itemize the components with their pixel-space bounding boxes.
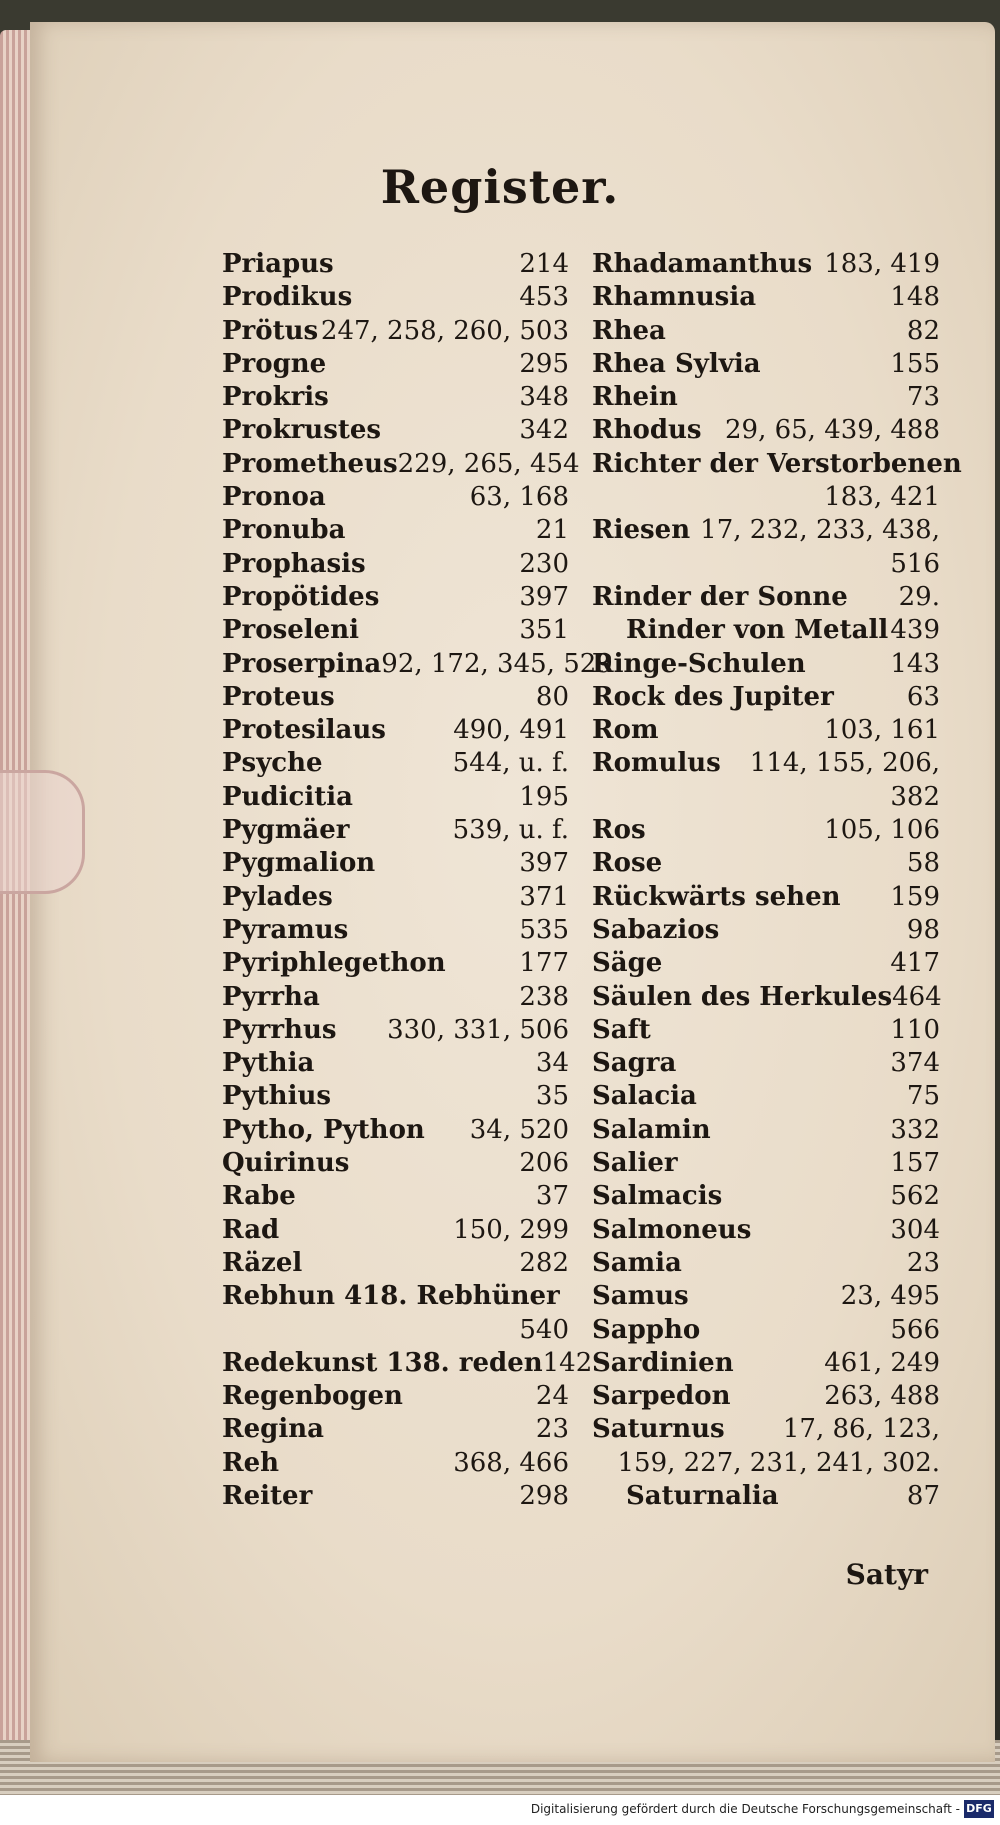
index-term: Rebhun 418. Rebhüner — [222, 1281, 560, 1312]
index-term: Sagra — [592, 1048, 677, 1079]
index-pages: 332 — [890, 1114, 940, 1145]
index-term: Proseleni — [222, 615, 359, 646]
index-term: Quirinus — [222, 1148, 350, 1179]
index-pages: 17, 86, 123, — [782, 1414, 940, 1445]
index-entry — [592, 448, 962, 481]
index-pages: 23 — [535, 1414, 569, 1445]
index-entry — [592, 1314, 940, 1347]
index-term: Rhodus — [592, 415, 702, 446]
page-title: Register. — [380, 160, 620, 214]
index-pages: 540 — [519, 1314, 569, 1345]
index-term: Säge — [592, 948, 663, 979]
index-term: Salier — [592, 1148, 678, 1179]
index-entry — [222, 514, 569, 547]
index-entry — [222, 1247, 569, 1280]
index-pages: 82 — [906, 315, 940, 346]
index-pages: 21 — [535, 515, 569, 546]
index-entry — [592, 1014, 940, 1047]
index-entry — [222, 348, 569, 381]
index-pages: 110 — [890, 1014, 940, 1045]
index-term: Salmacis — [592, 1181, 723, 1212]
index-term: Sarpedon — [592, 1381, 731, 1412]
index-entry — [592, 914, 940, 947]
index-pages: 544, u. f. — [452, 748, 569, 779]
index-pages: 63 — [906, 681, 940, 712]
index-entry — [222, 281, 569, 314]
index-term: Saft — [592, 1014, 651, 1045]
index-pages: 229, 265, 454 — [397, 448, 580, 479]
index-term: Prodikus — [222, 282, 353, 313]
index-term: Pygmalion — [222, 848, 376, 879]
index-term: Rhein — [592, 382, 678, 413]
index-entry — [222, 1147, 569, 1180]
index-term: Pyriphlegethon — [222, 948, 446, 979]
index-pages: 29, 65, 439, 488 — [724, 415, 940, 446]
index-term: Rinder der Sonne — [592, 581, 848, 612]
index-entry — [222, 681, 569, 714]
index-term: Proserpina — [222, 648, 382, 679]
index-term: Priapus — [222, 249, 334, 279]
index-term: Rinder von Metall — [626, 615, 889, 646]
index-entry — [592, 381, 940, 414]
index-pages: 155 — [890, 348, 940, 379]
index-term: Rhea — [592, 315, 666, 346]
index-term: Pyrrha — [222, 981, 320, 1012]
index-pages: 103, 161 — [824, 715, 940, 746]
index-entry — [592, 481, 940, 514]
index-entry — [222, 1347, 593, 1380]
index-entry — [592, 847, 940, 880]
index-entry — [222, 481, 569, 514]
index-term: Proteus — [222, 681, 335, 712]
index-term: Prokris — [222, 382, 329, 413]
index-entry — [222, 248, 569, 281]
index-term: Regenbogen — [222, 1381, 403, 1412]
index-term: Pronuba — [222, 515, 346, 546]
index-pages: 34, 520 — [469, 1114, 569, 1145]
index-entry — [222, 1280, 569, 1313]
index-pages: 114, 155, 206, — [749, 748, 940, 779]
index-term: Psyche — [222, 748, 323, 779]
index-entry — [592, 814, 940, 847]
index-term: Romulus — [592, 748, 721, 779]
index-entry — [592, 348, 940, 381]
index-pages: 282 — [519, 1247, 569, 1278]
index-entry — [592, 1280, 940, 1313]
index-term: Ros — [592, 815, 646, 846]
index-term: Sardinien — [592, 1347, 734, 1378]
index-term: Pylades — [222, 881, 333, 912]
index-entry — [592, 681, 940, 714]
index-pages: 453 — [519, 282, 569, 313]
index-entry — [592, 1214, 940, 1247]
index-pages: 214 — [519, 249, 569, 279]
index-term: Saturnalia — [626, 1480, 779, 1511]
index-term: Rhea Sylvia — [592, 348, 761, 379]
index-entry — [222, 1047, 569, 1080]
index-pages: 247, 258, 260, 503 — [320, 315, 569, 346]
index-pages: 157 — [890, 1148, 940, 1179]
index-pages: 80 — [535, 681, 569, 712]
index-term: Riesen — [592, 515, 691, 546]
index-term: Regina — [222, 1414, 324, 1445]
index-entry — [222, 614, 569, 647]
index-column-right — [592, 248, 962, 1513]
index-entry — [222, 914, 569, 947]
index-pages: 348 — [519, 382, 569, 413]
index-pages: 397 — [519, 848, 569, 879]
index-term: Salmoneus — [592, 1214, 752, 1245]
index-entry — [592, 414, 940, 447]
index-term: Samus — [592, 1281, 689, 1312]
index-pages: 23 — [906, 1247, 940, 1278]
index-entry — [592, 747, 940, 780]
index-term: Saturnus — [592, 1414, 725, 1445]
index-entry — [592, 714, 940, 747]
index-term: Reh — [222, 1447, 280, 1478]
index-entry — [592, 981, 940, 1014]
index-term: Rad — [222, 1214, 280, 1245]
index-entry — [222, 448, 580, 481]
index-pages: 439 — [890, 615, 940, 646]
index-pages: 263, 488 — [824, 1381, 940, 1412]
index-term: Progne — [222, 348, 327, 379]
index-pages: 397 — [519, 581, 569, 612]
index-entry — [222, 1180, 569, 1213]
index-term: Propötides — [222, 581, 380, 612]
index-entry — [222, 1314, 569, 1347]
index-term: Salamin — [592, 1114, 711, 1145]
index-pages: 351 — [519, 615, 569, 646]
index-entry — [592, 881, 940, 914]
index-term: Samia — [592, 1247, 682, 1278]
index-entry — [222, 881, 569, 914]
index-entry — [592, 1147, 940, 1180]
index-pages: 183, 419 — [824, 249, 940, 279]
index-entry — [592, 781, 940, 814]
index-entry — [592, 1447, 940, 1480]
index-pages: 23, 495 — [840, 1281, 940, 1312]
index-term: Sappho — [592, 1314, 701, 1345]
index-pages: 63, 168 — [469, 482, 569, 513]
index-term: Protesilaus — [222, 715, 386, 746]
index-pages: 183, 421 — [824, 482, 940, 513]
index-pages: 374 — [890, 1048, 940, 1079]
index-term: Salacia — [592, 1081, 697, 1112]
index-entry — [592, 514, 940, 547]
index-term: Reiter — [222, 1480, 313, 1511]
index-term: Richter der Verstorbenen — [592, 448, 962, 479]
index-term: Rock des Jupiter — [592, 681, 834, 712]
index-entry — [222, 1114, 569, 1147]
index-pages: 150, 299 — [453, 1214, 569, 1245]
index-entry — [222, 1080, 569, 1113]
index-pages: 92, 172, 345, 529 — [381, 648, 613, 679]
index-entry — [222, 1480, 569, 1513]
index-pages: 330, 331, 506 — [387, 1014, 569, 1045]
index-pages: 298 — [519, 1480, 569, 1511]
index-term: Redekunst 138. reden — [222, 1347, 543, 1378]
index-term: Pudicitia — [222, 781, 353, 812]
index-term: Pronoa — [222, 482, 326, 513]
index-entry — [592, 1047, 940, 1080]
index-entry — [592, 1114, 940, 1147]
index-pages: 304 — [890, 1214, 940, 1245]
dfg-logo-icon: DFG — [964, 1800, 994, 1818]
index-entry — [222, 1014, 569, 1047]
index-entry — [222, 414, 569, 447]
index-pages: 295 — [519, 348, 569, 379]
index-entry — [592, 1080, 940, 1113]
index-term: Säulen des Herkules — [592, 981, 893, 1012]
index-entry — [222, 781, 569, 814]
catchword: Satyr — [845, 1558, 928, 1591]
index-term: Ringe-Schulen — [592, 648, 806, 679]
index-entry — [592, 648, 940, 681]
index-term: Prötus — [222, 315, 319, 346]
index-pages: 37 — [535, 1181, 569, 1212]
index-pages: 98 — [906, 914, 940, 945]
index-pages: 87 — [906, 1480, 940, 1511]
index-entry — [222, 947, 569, 980]
index-entry — [222, 814, 569, 847]
index-entry — [222, 548, 569, 581]
index-pages: 230 — [519, 548, 569, 579]
index-term: Prokrustes — [222, 415, 382, 446]
index-term: Pyramus — [222, 914, 349, 945]
index-pages: 516 — [890, 548, 940, 579]
index-entry — [592, 1480, 940, 1513]
index-term: Räzel — [222, 1247, 303, 1278]
index-entry — [592, 947, 940, 980]
index-pages: 35 — [535, 1081, 569, 1112]
index-entry — [592, 281, 940, 314]
index-pages: 539, u. f. — [452, 815, 569, 846]
index-entry — [222, 1447, 569, 1480]
index-pages: 368, 466 — [453, 1447, 569, 1478]
index-entry — [222, 981, 569, 1014]
index-term: Rückwärts sehen — [592, 881, 841, 912]
index-entry — [592, 1380, 940, 1413]
index-entry — [222, 847, 569, 880]
index-pages: 371 — [519, 881, 569, 912]
index-term: Prophasis — [222, 548, 366, 579]
index-entry — [592, 1413, 940, 1446]
index-pages: 461, 249 — [824, 1347, 940, 1378]
index-term: Rabe — [222, 1181, 296, 1212]
index-pages: 566 — [890, 1314, 940, 1345]
index-pages: 143 — [890, 648, 940, 679]
index-pages: 238 — [519, 981, 569, 1012]
index-pages: 73 — [906, 382, 940, 413]
index-entry — [222, 648, 613, 681]
index-pages: 464 — [892, 981, 942, 1012]
index-pages: 148 — [890, 282, 940, 313]
index-pages: 562 — [890, 1181, 940, 1212]
index-entry — [222, 1380, 569, 1413]
index-entry — [592, 248, 940, 281]
index-pages: 195 — [519, 781, 569, 812]
index-pages: 58 — [906, 848, 940, 879]
index-term: Rhamnusia — [592, 282, 757, 313]
index-pages: 417 — [890, 948, 940, 979]
page-tab-marker — [0, 770, 85, 894]
index-term: Prometheus — [222, 448, 398, 479]
index-pages: 24 — [535, 1381, 569, 1412]
index-pages: 34 — [535, 1048, 569, 1079]
index-pages: 382 — [890, 781, 940, 812]
digitization-credit: Digitalisierung gefördert durch die Deutsche Forschungsgemeinschaft - — [530, 1802, 960, 1816]
index-column-left — [222, 248, 613, 1513]
index-term: Pyrrhus — [222, 1014, 337, 1045]
index-pages: 29. — [898, 581, 940, 612]
index-term: Pythius — [222, 1081, 331, 1112]
index-term: Pygmäer — [222, 815, 350, 846]
index-entry — [222, 381, 569, 414]
index-entry — [592, 614, 940, 647]
index-entry — [222, 714, 569, 747]
index-pages: 159 — [890, 881, 940, 912]
index-term: Pythia — [222, 1048, 315, 1079]
index-pages: 17, 232, 233, 438, — [700, 515, 940, 546]
index-term: Rom — [592, 715, 659, 746]
index-pages: 206 — [519, 1148, 569, 1179]
index-term: Rose — [592, 848, 663, 879]
index-pages: 142 — [542, 1347, 593, 1378]
index-pages: 342 — [519, 415, 569, 446]
index-entry — [222, 315, 569, 348]
index-pages: 177 — [519, 948, 569, 979]
index-entry — [222, 747, 569, 780]
index-entry — [592, 581, 940, 614]
index-entry — [592, 1347, 940, 1380]
index-entry — [222, 581, 569, 614]
index-pages: 75 — [906, 1081, 940, 1112]
index-term: Sabazios — [592, 914, 720, 945]
index-entry — [592, 315, 940, 348]
index-pages: 535 — [519, 914, 569, 945]
index-entry — [222, 1413, 569, 1446]
index-pages: 159, 227, 231, 241, 302. — [617, 1447, 940, 1478]
index-term: Pytho, Python — [222, 1114, 425, 1145]
index-entry — [592, 1247, 940, 1280]
index-pages: 490, 491 — [453, 715, 569, 746]
index-entry — [592, 548, 940, 581]
index-entry — [222, 1214, 569, 1247]
index-pages: 105, 106 — [824, 815, 940, 846]
index-term: Rhadamanthus — [592, 249, 813, 279]
index-entry — [592, 1180, 940, 1213]
